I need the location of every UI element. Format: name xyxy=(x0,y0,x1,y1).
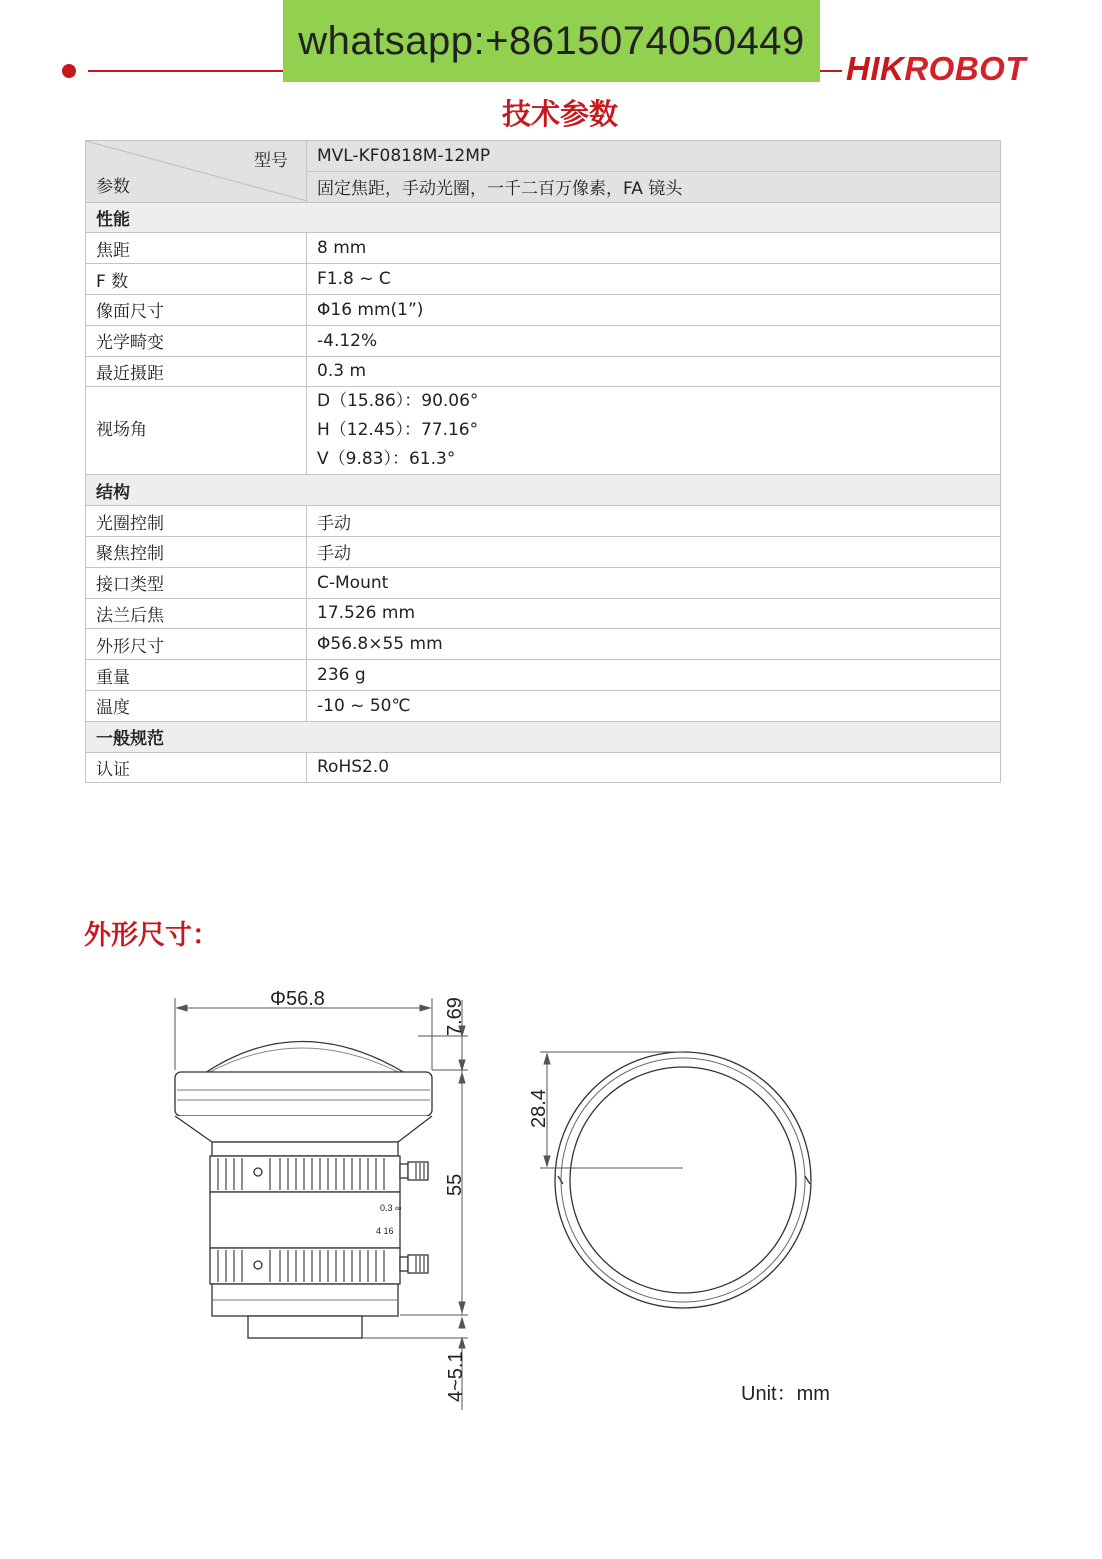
table-row xyxy=(86,598,1001,629)
whatsapp-watermark: whatsapp:+8615074050449 xyxy=(283,0,820,82)
row-label: F 数 xyxy=(86,264,307,295)
row-value: Φ16 mm(1”) xyxy=(307,294,1001,325)
row-value: -4.12% xyxy=(307,325,1001,356)
ring-mark-focus: 0.3 ∞ xyxy=(380,1203,402,1213)
row-value: -10 ~ 50℃ xyxy=(307,690,1001,721)
row-label: 聚焦控制 xyxy=(86,536,307,567)
row-value: C-Mount xyxy=(307,567,1001,598)
dim-back: 4~5.1 xyxy=(445,1351,467,1402)
section-structure: 结构 xyxy=(86,475,1001,506)
row-value: F1.8 ~ C xyxy=(307,264,1001,295)
table-row xyxy=(86,325,1001,356)
row-label: 光学畸变 xyxy=(86,325,307,356)
row-value: 手动 xyxy=(307,536,1001,567)
header-rule-left xyxy=(88,70,283,72)
dim-length: 55 xyxy=(444,1173,466,1196)
row-value: Φ56.8×55 mm xyxy=(307,629,1001,660)
row-label: 温度 xyxy=(86,690,307,721)
ring-mark-iris: 4 16 xyxy=(376,1226,394,1236)
fov-label-text: 视场角 xyxy=(96,420,147,441)
table-row xyxy=(86,660,1001,691)
table-row xyxy=(86,233,1001,264)
header-dot xyxy=(62,64,76,78)
table-row xyxy=(86,567,1001,598)
logo-hik: HIK xyxy=(846,50,905,87)
param-label: 参数 xyxy=(96,176,130,197)
fov-h: H（12.45）：77.16° xyxy=(317,420,479,441)
table-row-fov xyxy=(86,387,1001,475)
table-row xyxy=(86,506,1001,537)
section-general: 一般规范 xyxy=(86,721,1001,752)
lens-drawing xyxy=(160,975,880,1425)
table-row xyxy=(86,752,1001,783)
row-label: 接口类型 xyxy=(86,567,307,598)
fov-d: D（15.86）：90.06° xyxy=(317,391,479,412)
dim-top-height: 7.69 xyxy=(444,997,466,1036)
row-label: 外形尺寸 xyxy=(86,629,307,660)
unit-label: Unit：mm xyxy=(741,1383,830,1405)
table-row xyxy=(86,629,1001,660)
fov-v: V（9.83）：61.3° xyxy=(317,449,456,470)
row-value: 8 mm xyxy=(307,233,1001,264)
row-label: 认证 xyxy=(86,752,307,783)
lens-front-view xyxy=(540,1052,811,1308)
row-label: 最近摄距 xyxy=(86,356,307,387)
row-value: 0.3 m xyxy=(307,356,1001,387)
description-value: 固定焦距，手动光圈，一千二百万像素，FA 镜头 xyxy=(307,171,1001,202)
row-value: 236 g xyxy=(307,660,1001,691)
hikrobot-logo xyxy=(846,50,1026,88)
row-value: RoHS2.0 xyxy=(307,752,1001,783)
logo-robot: ROBOT xyxy=(904,50,1027,87)
fov-values xyxy=(307,387,1001,475)
row-label: 焦距 xyxy=(86,233,307,264)
header-rule-right xyxy=(820,70,842,72)
table-row xyxy=(86,356,1001,387)
model-label: 型号 xyxy=(254,151,288,171)
fov-label xyxy=(86,387,307,475)
section-performance: 性能 xyxy=(86,202,1001,233)
row-value: 手动 xyxy=(307,506,1001,537)
table-row xyxy=(86,536,1001,567)
model-value: MVL-KF0818M-12MP xyxy=(307,141,1001,172)
row-label: 法兰后焦 xyxy=(86,598,307,629)
dim-front-radius: 28.4 xyxy=(528,1089,550,1128)
spec-title: 技术参数 xyxy=(501,97,618,131)
dim-diameter: Φ56.8 xyxy=(270,988,325,1010)
header-diagonal-cell xyxy=(86,141,307,203)
row-value: 17.526 mm xyxy=(307,598,1001,629)
row-label: 重量 xyxy=(86,660,307,691)
dimensions-title: 外形尺寸： xyxy=(84,920,219,951)
table-row xyxy=(86,264,1001,295)
row-label: 光圈控制 xyxy=(86,506,307,537)
row-label: 像面尺寸 xyxy=(86,294,307,325)
spec-table xyxy=(85,140,1001,783)
table-row xyxy=(86,690,1001,721)
table-row xyxy=(86,294,1001,325)
